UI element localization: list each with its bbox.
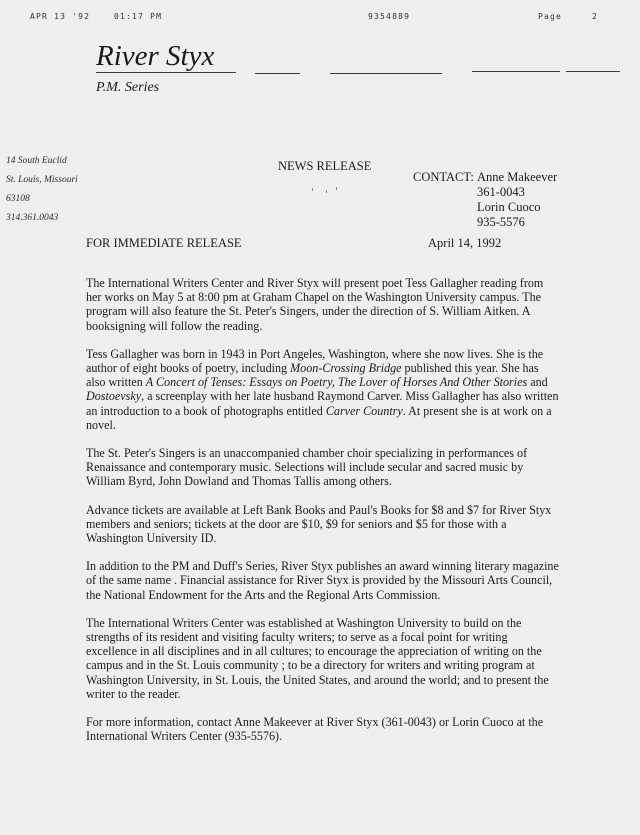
masthead-rule [255,73,300,74]
contact-phone-2: 935-5576 [477,215,525,229]
address-block [6,152,78,228]
press-release-body [86,276,560,743]
masthead-rule [566,71,620,72]
address-street: 14 South Euclid [6,156,67,166]
contact-name-1: Anne Makeever [477,170,558,184]
fax-number: 9354889 [368,12,411,21]
masthead-logo: River Styx [96,40,215,72]
fax-noise [312,186,352,194]
release-date: April 14, 1992 [428,236,502,250]
contact-block [477,170,557,230]
text-run: published this year. She has also written [86,361,539,390]
text-run: and [527,375,548,390]
paragraph-tickets: Advance tickets are available at Left Bank Books and Paul's Books for $8 and $7 for River Styx members and seniors; tickets at the door are $10, $9 for seniors and $5 for those with a Washington University ID. [86,502,552,546]
contact-name-2: Lorin Cuoco [477,200,541,214]
book-title: A Concert of Tenses: Essays on Poetry, The Lover of Horses And Other Stories [145,375,528,390]
paragraph-event: The International Writers Center and River Styx will present poet Tess Gallagher reading from her works on May 5 at 8:00 pm at Graham Chapel on the Washington University campus. The program will also feature the St. Peter's Singers, under the direction of S. William Aitken. A booksigning will follow the reading. [86,276,544,333]
immediate-release-note: FOR IMMEDIATE RELEASE [86,236,242,250]
fax-page-number: 2 [592,12,599,21]
book-title: Dostoevsky [86,389,142,404]
fax-page-label: Page [538,12,563,21]
paragraph-writers-center: The International Writers Center was established at Washington University to build on the strengths of its resident and visiting faculty writers; to serve as a focal point for writing excellence in all disciplines and in all cultures; to encourage the appreciation of writing on the campus and in the St. Louis community ; to be a directory for writers and writing program at Washington University, in St. Louis, the United States, and around the world; and to present the writer to the reader. [86,615,549,701]
paragraph-biography [86,347,560,432]
text-run: Tess Gallagher was born in 1943 in Port Angeles, Washington, where she now lives. She is the author of eight books of poetry, including [86,346,544,376]
contact-phone-1: 361-0043 [477,185,525,199]
address-zip: 63108 [6,194,30,204]
paragraph-contact-info: For more information, contact Anne Makeever at River Styx (361-0043) or Lorin Cuoco at the International Writers Center (935-5576). [86,715,544,744]
book-title: Moon-Crossing Bridge [290,361,402,376]
address-city: St. Louis, Missouri [6,175,78,185]
paragraph-funding: In addition to the PM and Duff's Series, River Styx publishes an award winning literary magazine of the same name . Financial assistance for River Styx is provided by the Missouri Arts Council, the National Endowment for the Arts and the Regional Arts Commission. [86,559,559,602]
contact-label: CONTACT: [413,170,474,184]
masthead-rule [96,72,236,73]
paragraph-singers: The St. Peter's Singers is an unaccompanied chamber choir specializing in performances of Renaissance and contemporary music. Selections will include secular and sacred music by William Byrd, John Dowland and Thomas Tallis among others. [86,446,528,489]
address-phone: 314.361.0043 [6,213,59,223]
fax-time: 01:17 PM [114,12,163,21]
masthead-rule [472,71,560,72]
text-run: . At present she is at work on a novel. [86,403,552,432]
fax-date: APR 13 '92 [30,12,91,21]
news-release-heading: NEWS RELEASE [278,159,372,173]
text-run: , a screenplay with her late husband Raymond Carver. Miss Gallagher has also written an introduction to a book of photographs entitled [86,389,559,418]
fax-header [30,12,620,26]
masthead-series: P.M. Series [96,80,160,95]
masthead-rule [330,73,442,74]
book-title: Carver Country [325,403,403,418]
fax-page-indicator [538,12,598,21]
